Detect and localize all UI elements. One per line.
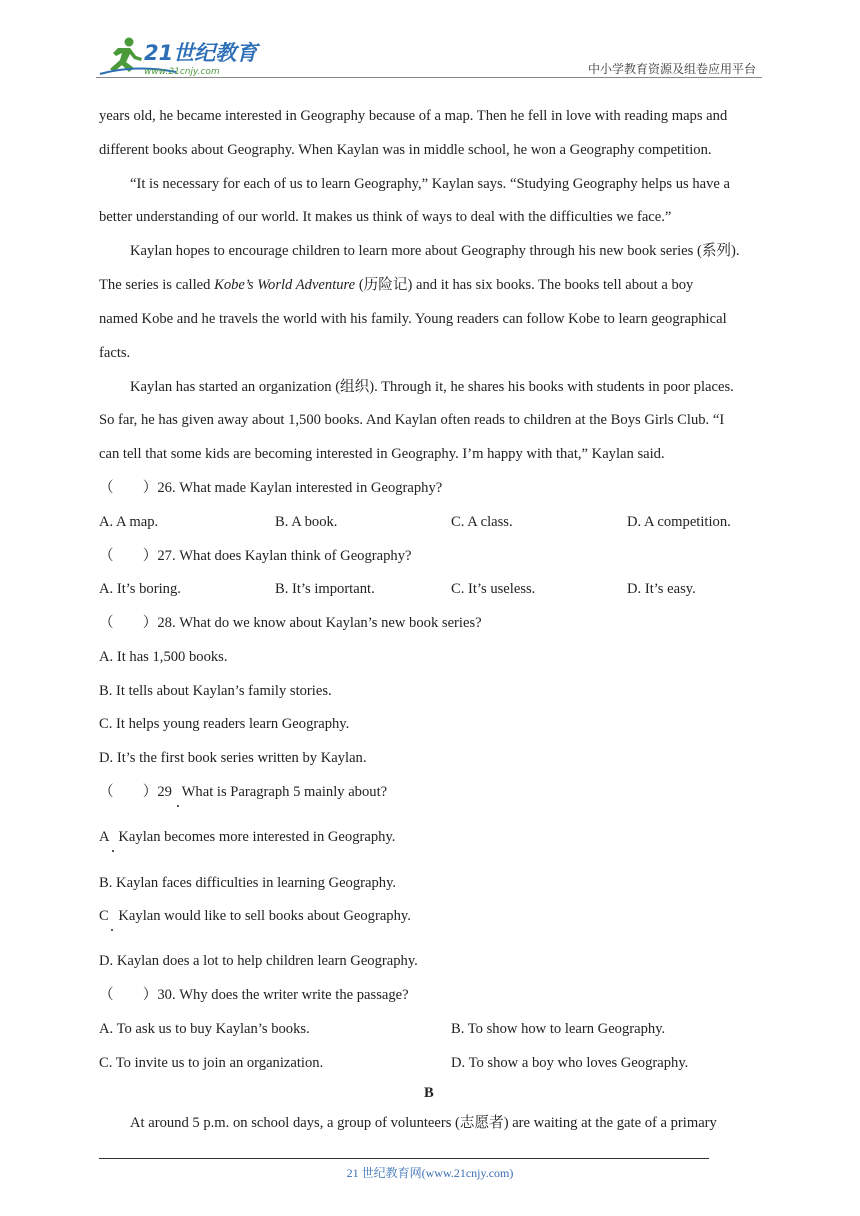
q27-option-d[interactable]: D. It’s easy. — [627, 581, 696, 597]
q27-option-b[interactable]: B. It’s important. — [275, 581, 375, 597]
dot-mark — [111, 929, 113, 931]
header-divider — [96, 77, 762, 78]
option-letter: B. — [99, 875, 113, 891]
passage-line: Kaylan has started an organization (组织). Through it, he shares his books with students in poor places. — [130, 379, 734, 395]
q28-option-c[interactable]: C. It helps young readers learn Geography. — [99, 716, 350, 732]
q29-option-d[interactable] — [99, 951, 418, 971]
option-letter: A — [99, 829, 109, 845]
q27-option-a[interactable]: A. It’s boring. — [99, 581, 181, 597]
passage-line: So far, he has given away about 1,500 books. And Kaylan often reads to children at the Boys Girls Club. “I — [99, 412, 725, 428]
question-number: （ ）29 — [99, 784, 172, 800]
q29-option-b[interactable] — [99, 873, 396, 893]
passage-line: better understanding of our world. It makes us think of ways to deal with the difficulties we face.” — [99, 209, 672, 225]
page-header — [96, 34, 756, 78]
q27-option-c[interactable]: C. It’s useless. — [451, 581, 536, 597]
q30-option-c[interactable]: C. To invite us to join an organization. — [99, 1055, 324, 1071]
q30-option-a[interactable]: A. To ask us to buy Kaylan’s books. — [99, 1021, 310, 1037]
site-title: 中小学教育资源及组卷应用平台 — [587, 62, 756, 76]
passage-line: Kaylan hopes to encourage children to learn more about Geography through his new book series (系列). — [130, 243, 740, 259]
q26-option-a[interactable]: A. A map. — [99, 514, 159, 530]
passage-line: “It is necessary for each of us to learn Geography,” Kaylan says. “Studying Geography helps us have a — [130, 176, 731, 192]
option-text: Kaylan faces difficulties in learning Geography. — [116, 875, 397, 891]
option-letter: C — [99, 908, 109, 924]
question-28-stem: （ ）28. What do we know about Kaylan’s new book series? — [99, 615, 482, 631]
question-27-stem: （ ）27. What does Kaylan think of Geography? — [99, 548, 412, 564]
q26-option-c[interactable]: C. A class. — [451, 514, 513, 530]
q26-option-d[interactable]: D. A competition. — [627, 514, 731, 530]
logo — [96, 34, 261, 78]
section-b-first-line: At around 5 p.m. on school days, a group of volunteers (志愿者) are waiting at the gate of a primary — [130, 1115, 717, 1131]
dot-mark — [112, 850, 114, 852]
option-text: Kaylan becomes more interested in Geography. — [118, 829, 396, 845]
question-26-stem: （ ）26. What made Kaylan interested in Geography? — [99, 480, 443, 496]
dot-mark — [177, 805, 179, 807]
passage-line: different books about Geography. When Kaylan was in middle school, he won a Geography competition. — [99, 142, 712, 158]
passage-line — [99, 275, 693, 295]
logo-graphic — [96, 34, 261, 78]
q28-option-b[interactable]: B. It tells about Kaylan’s family stories. — [99, 683, 332, 699]
q30-option-d[interactable]: D. To show a boy who loves Geography. — [451, 1055, 689, 1071]
question-30-stem: （ ）30. Why does the writer write the passage? — [99, 987, 409, 1003]
svg-text:21世纪教育: 21世纪教育 — [144, 41, 258, 65]
footer-divider — [99, 1158, 709, 1159]
passage-line: facts. — [99, 345, 131, 361]
passage-line: named Kobe and he travels the world with his family. Young readers can follow Kobe to learn geographical — [99, 311, 727, 327]
option-letter: D. — [99, 953, 114, 969]
book-title: Kobe’s World Adventure — [214, 277, 356, 293]
q29-option-c[interactable] — [99, 906, 411, 926]
passage-line: can tell that some kids are becoming interested in Geography. I’m happy with that,” Kaylan said. — [99, 446, 665, 462]
passage-line: years old, he became interested in Geography because of a map. Then he fell in love with reading maps and — [99, 108, 728, 124]
footer-text[interactable]: 21 世纪教育网(www.21cnjy.com) — [346, 1166, 514, 1180]
option-text: Kaylan does a lot to help children learn Geography. — [116, 953, 418, 969]
passage-text: (历险记) and it has six books. The books tell about a boy — [355, 277, 694, 293]
q30-option-b[interactable]: B. To show how to learn Geography. — [451, 1021, 666, 1037]
svg-text:www.21cnjy.com: www.21cnjy.com — [144, 67, 220, 77]
q29-option-a[interactable] — [99, 827, 395, 847]
passage-text: The series is called — [99, 277, 215, 293]
section-b-title: B — [424, 1085, 434, 1101]
question-29-stem — [99, 782, 387, 802]
question-text: What is Paragraph 5 mainly about? — [181, 784, 388, 800]
q26-option-b[interactable]: B. A book. — [275, 514, 338, 530]
q28-option-d[interactable]: D. It’s the first book series written by Kaylan. — [99, 750, 367, 766]
option-text: Kaylan would like to sell books about Geography. — [118, 908, 411, 924]
q28-option-a[interactable]: A. It has 1,500 books. — [99, 649, 228, 665]
